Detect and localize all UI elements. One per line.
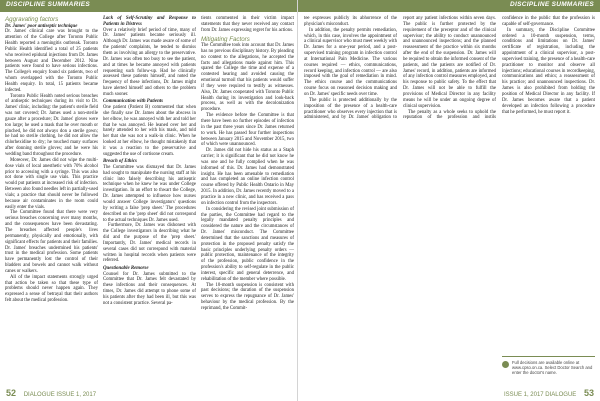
paragraph: Over a relatively brief period of time, many of Dr. James' patients became seriously ill. Although Dr. James was made aware of some of the patients' complaints, he tended to dismiss them as involving an allergy to the preservative. Dr. James was often too busy to see the patient, and at times he became annoyed with patients requesting such follow-up. Had he clinically assessed these patients himself, and noted the frequency of these infections, Dr. James might have alerted himself and others to the problem much sooner. [103, 27, 196, 97]
paragraph: tee expresses publicly its abhorrence of the physician's misconduct. [304, 16, 397, 27]
column-3 [201, 16, 294, 312]
paragraph: Dr. James' clinical care was brought to the attention of the College after Toronto Public Health reported a meningitis outbreak. Toronto Public Health identified a total of 25 patients who received epidural injections from Dr. James between August and December 2012. Nine patients were found to have serious infections. The College's enquiry found six patients, two of whom overlapped with the Toronto Public Health enquiry. In total, 15 patients became infected. [5, 29, 98, 93]
paragraph: In summary, the Discipline Committee ordered a 10-month suspension, terms, conditions and limitations on Dr. James' certificate of registration, including the appointment of a clinical supervisor, a post-supervised training, the presence of a health-care practitioner to monitor and observe all injections; educational courses in recordkeeping, communications and ethics; a reassessment of his practice; and unannounced inspections. Dr. James is also prohibited from holding the position of Medical Director in any facility. If Dr. James becomes aware that a patient developed an infection following a procedure that he performed, he must report it. [502, 27, 595, 115]
paragraph: In addition, the penalty permits remediation, which, in this case, involves the appointment of a clinical supervisor who must meet weekly with Dr. James for a one-year period, and a post-supervised training program in infection control at International Pain Medicine. The various courses required — ethics, communications, record keeping, and infection control — are also imposed with the goal of remediation in mind. The ethics course and the communications course focus on reasoned decision making and on Dr. James' specific needs over time. [304, 27, 397, 97]
paragraph: In considering the revised joint submission of the parties, the Committee had regard to the legally mandated penalty principles and considered the nature and the circumstances of Dr. James' misconduct. The Committee determined that the sanctions and measures of protection in the proposed penalty satisfy the basic principles underlying penalty orders — public protection, maintenance of the integrity of the profession, public confidence in the profession's ability to self-regulate in the public interest, specific and general deterrence, and rehabilitation of the member where possible. [201, 206, 294, 282]
header-left-label: DISCIPLINE SUMMARIES [6, 1, 91, 8]
sidebar-note [502, 356, 595, 375]
column-2 [103, 16, 196, 307]
paragraph: One patient (Patient B) commented that when she finally saw Dr. James about the abscess in her elbow, he was annoyed with her and told her that he was annoyed. He leaned over her and barely attended to her with his mask, and told her that she was not a walk-in clinic. When he looked at her elbow, he thought mistakenly that it was a reaction to the preservative and suggested the use of cortisone cream. [103, 105, 196, 157]
header-bar [0, 0, 600, 12]
subheading: Questionable Remorse [103, 265, 149, 271]
publication-name: DIALOGUE ISSUE 1, 2017 [23, 392, 97, 398]
page-number: 53 [583, 388, 594, 398]
subheading: Breach of Ethics [103, 159, 137, 165]
footer-right [504, 388, 594, 398]
section-heading: Mitigating Factors [201, 35, 250, 43]
right-page-columns [304, 16, 595, 121]
paragraph: Moreover, Dr. James did not wipe the multi-dose vials of local anesthetic with 70% alcohol prior to accessing with a syringe. This was also not done with single use vials. This practice would put patients at increased risk of infection. Between also found needles left in partially-used vials; a practice that should never be followed because air contaminates in the room could easily enter the vials. [5, 157, 98, 210]
page-gutter [297, 0, 298, 401]
paragraph: The evidence before the Committee is that there have been no further episodes of infection in the past three years since Dr. James returned to work. He has passed four further inspections between January 2015 and November 2015, two of which were unannounced. [201, 113, 294, 148]
publication-name: ISSUE 1, 2017 DIALOGUE [503, 392, 577, 398]
column-1 [5, 16, 98, 304]
paragraph: The Committee took into account that Dr. James has no previous disciplinary history. By pleading no contest to the allegations, he accepted the facts and allegations made against him. This spared the College the time and expense of a contested hearing and avoided causing the emotional turmoil that his patients would suffer if they were required to testify as witnesses. Also, Dr. James cooperated with Toronto Public Health during its investigation and look-back process, as well as with the decolonization procedure. [201, 43, 294, 113]
subheading: Lack of Self-Scrutiny and Response to Patients in Distress [103, 16, 196, 27]
paragraph: The public is protected additionally by the imposition of the presence of a health-care practitioner who observes every injection that is administered, and by Dr. James' obligation to report any patient infections within seven days. The public is further protected by the requirement of the preceptor and of the clinical supervisor; the ability to conduct unannounced and unannounced inspections; and the planned reassessment of the practice within six months after the end of the suspension. Dr. James will be required to obtain the informed consent of the patients, and the patients are notified of Dr. James' record, in addition, patients are informed of any infection control measures employed, and his response to public safety. To the effect that Dr. James will not be able to fulfill the provisions of Medical Director in any facility means he will be under an ongoing degree of clinical supervision. [304, 16, 496, 121]
footer-left [6, 388, 96, 398]
paragraph: Furthermore, Dr. James was dishonest with the College investigators in describing what he did and the purpose of the 'prep sheet.' Importantly, Dr. James' medical records in several cases did not correspond with material written in hospital records when patients were referred. [103, 223, 196, 264]
paragraph: All of the impact statements strongly urged that action be taken so that these type of problems should never happen again. They expressed a sense of betrayal that their authors felt about the medical profession. [5, 274, 98, 304]
paragraph: Dr. James did not hide his status as a Staph carrier; it is significant that he did not know he was one and he fully complied when he was informed of this. Dr. James had demonstrated insight. He has been amenable to remediation and has completed an online infection control course offered by Public Health Ontario in May 2015. In addition, Dr. James recently moved to a practice in a new clinic, and has received a pass on infection control from the inspectors. [201, 148, 294, 206]
note-text: Full decisions are available online at www.cpso.on.ca. Select Doctor Search and enter the doctor's name. [512, 360, 593, 375]
header-right-label: DISCIPLINE SUMMARIES [509, 1, 594, 8]
paragraph: The 10-month suspension is consistent with past decisions; the duration of the suspension serves to express the repugnance of Dr. James' behaviour by the medical profession. By the reprimand, the Commit- [201, 282, 294, 311]
paragraph: tients commented in their victim impact statements that they never received any contact from Dr. James expressing regret for his actions. [201, 16, 294, 33]
paragraph: The penalty as a whole seeks to uphold the reputation of the profession and instils confidence in the public that the profession is capable of self-governance. [403, 16, 595, 121]
paragraph: The Committee found that there were very serious breaches concerning over many months, and the consequences have been devastating. The breaches affected people's lives permanently, physically and emotionally, with significant effects for patients and their families. Dr. James' breaches undermined his patients' trust in the medical profession. Some patients have permanently lost the control of their bladders and bowels and cannot walk without canes or walkers. [5, 210, 98, 274]
subheading: Communication with Patients [103, 99, 164, 105]
paragraph: Counsel for Dr. James submitted to the Committee that Dr. James felt devastated by these infections and their consequences. At times, Dr. James did attempt to phone some of his patients after they had been ill, but this was not a consistent practice. Several pa- [103, 271, 196, 306]
paragraph: The Committee was dismayed that Dr. James had sought to manipulate the nursing staff at his clinic into falsely describing his antiseptic technique when he knew he was under College investigation. In an effort to thwart the College, Dr. James attempted to influence how nurses would answer College investigators' questions by writing a false 'prep sheet.' The procedures described on the 'prep sheet' did not correspond to the actual techniques Dr. James used. [103, 164, 196, 223]
info-icon [502, 361, 509, 368]
subheading: Dr. James' poor antiseptic technique [5, 23, 78, 29]
paragraph: Toronto Public Health noted serious breaches of antiseptic techniques during its visit to Dr. James' clinic, including: the patient's sterile field was not covered; Dr. James used a non-sterile gauze after a procedure; Dr. James' gloves were too large; he used a mask that he over mouth or pinched, he did not always don a sterile gown; he had no sterile clothing, he did not allow the chlorhexidine to dry; he touched many surfaces after donning sterile gloves; and he were his wedding band throughout the procedure. [5, 93, 98, 158]
page-number: 52 [6, 388, 17, 398]
section-heading: Aggravating factors [5, 16, 59, 23]
